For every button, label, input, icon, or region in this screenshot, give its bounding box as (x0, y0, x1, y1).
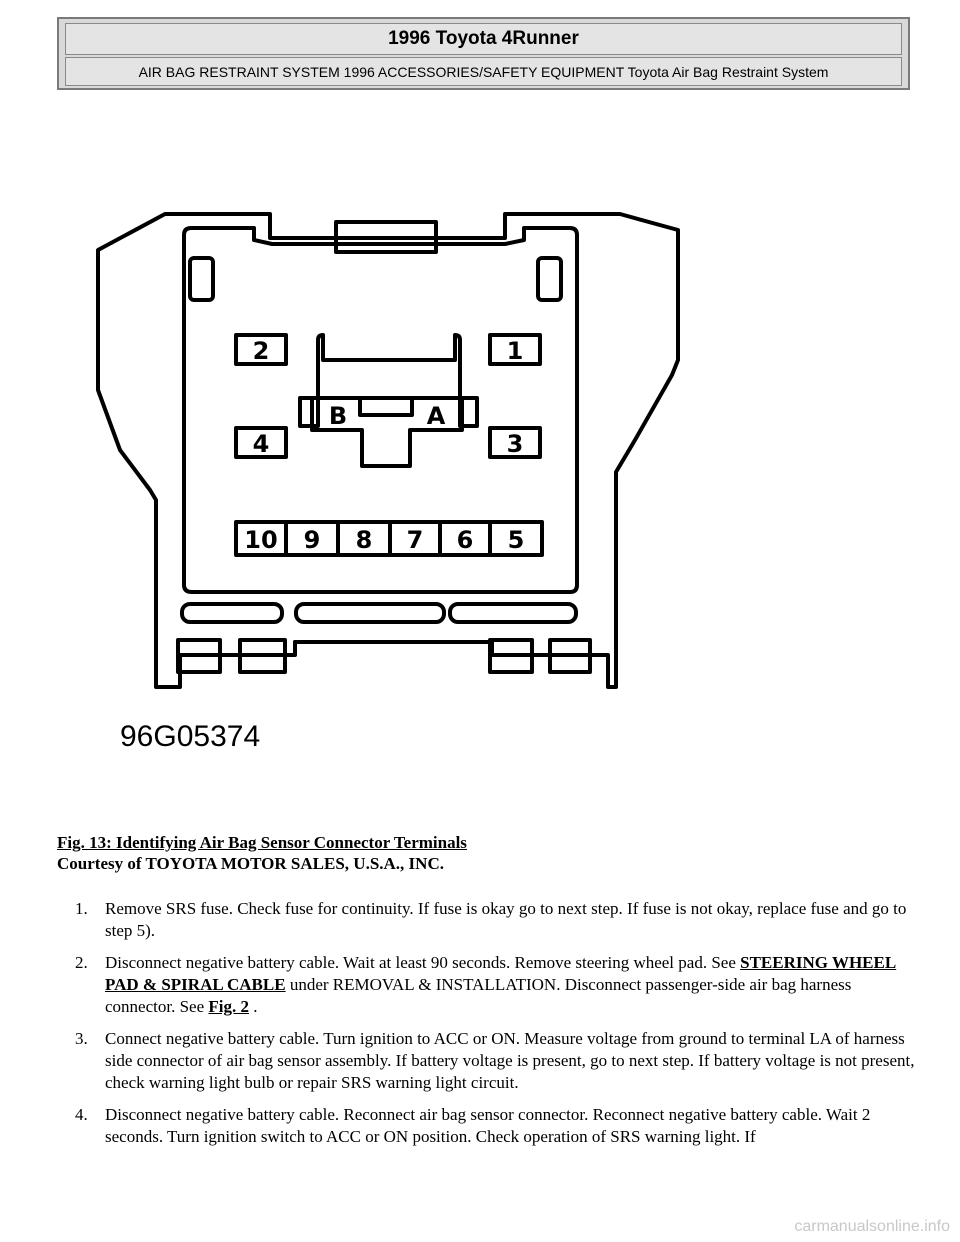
terminal-A-label: A (426, 402, 446, 430)
terminal-2-label: 2 (252, 337, 270, 365)
step-text: . (249, 997, 258, 1016)
terminal-B-label: B (328, 402, 348, 430)
figure-title: Fig. 13: Identifying Air Bag Sensor Connector Terminals (57, 833, 467, 852)
step-number: 2. (75, 953, 88, 972)
step-item (75, 1028, 915, 1094)
terminal-8-label: 8 (355, 526, 373, 554)
terminal-9-label: 9 (303, 526, 321, 554)
terminal-7-label: 7 (406, 526, 424, 554)
step-text: Disconnect negative battery cable. Reconnect air bag sensor connector. Reconnect negative battery cable. Wait 2 seconds. Turn ignition switch to ACC or ON position. Check operation of SRS warning light. If (105, 1105, 871, 1146)
terminal-10-label: 10 (244, 526, 278, 554)
document-header (57, 17, 910, 90)
step-number: 4. (75, 1105, 88, 1124)
step-text: Disconnect negative battery cable. Wait at least 90 seconds. Remove steering wheel pad. See (105, 953, 741, 972)
document-subtitle: AIR BAG RESTRAINT SYSTEM 1996 ACCESSORIES/SAFETY EQUIPMENT Toyota Air Bag Restraint System (65, 57, 902, 86)
step-item (75, 1104, 915, 1148)
step-text: Connect negative battery cable. Turn ignition to ACC or ON. Measure voltage from ground to terminal LA of harness side connector of air bag sensor assembly. If battery voltage is present, go to next step. If battery voltage is not present, check warning light bulb or repair SRS warning light circuit. (105, 1029, 915, 1092)
terminal-4-label: 4 (252, 430, 270, 458)
terminal-6-label: 6 (456, 526, 474, 554)
figure-caption (57, 832, 467, 874)
fig-2-link[interactable]: Fig. 2 (208, 997, 249, 1016)
connector-diagram (90, 200, 702, 760)
document-title: 1996 Toyota 4Runner (65, 23, 902, 55)
step-text: under REMOVAL & INSTALLATION. Disconnect passenger-side air bag harness connector. See (105, 975, 852, 1016)
step-number: 1. (75, 899, 88, 918)
procedure-steps (75, 898, 915, 1158)
figure-code: 96G05374 (120, 720, 261, 753)
steering-wheel-pad-link[interactable]: STEERING WHEEL PAD & SPIRAL CABLE (105, 953, 897, 994)
terminal-1-label: 1 (506, 337, 524, 365)
step-number: 3. (75, 1029, 88, 1048)
terminal-5-label: 5 (507, 526, 525, 554)
figure-credit: Courtesy of TOYOTA MOTOR SALES, U.S.A., INC. (57, 854, 444, 873)
step-item (75, 952, 915, 1018)
site-watermark: carmanualsonline.info (794, 1218, 950, 1235)
terminal-3-label: 3 (506, 430, 524, 458)
step-item (75, 898, 915, 942)
step-text: Remove SRS fuse. Check fuse for continuity. If fuse is okay go to next step. If fuse is not okay, replace fuse and go to step 5). (105, 899, 907, 940)
